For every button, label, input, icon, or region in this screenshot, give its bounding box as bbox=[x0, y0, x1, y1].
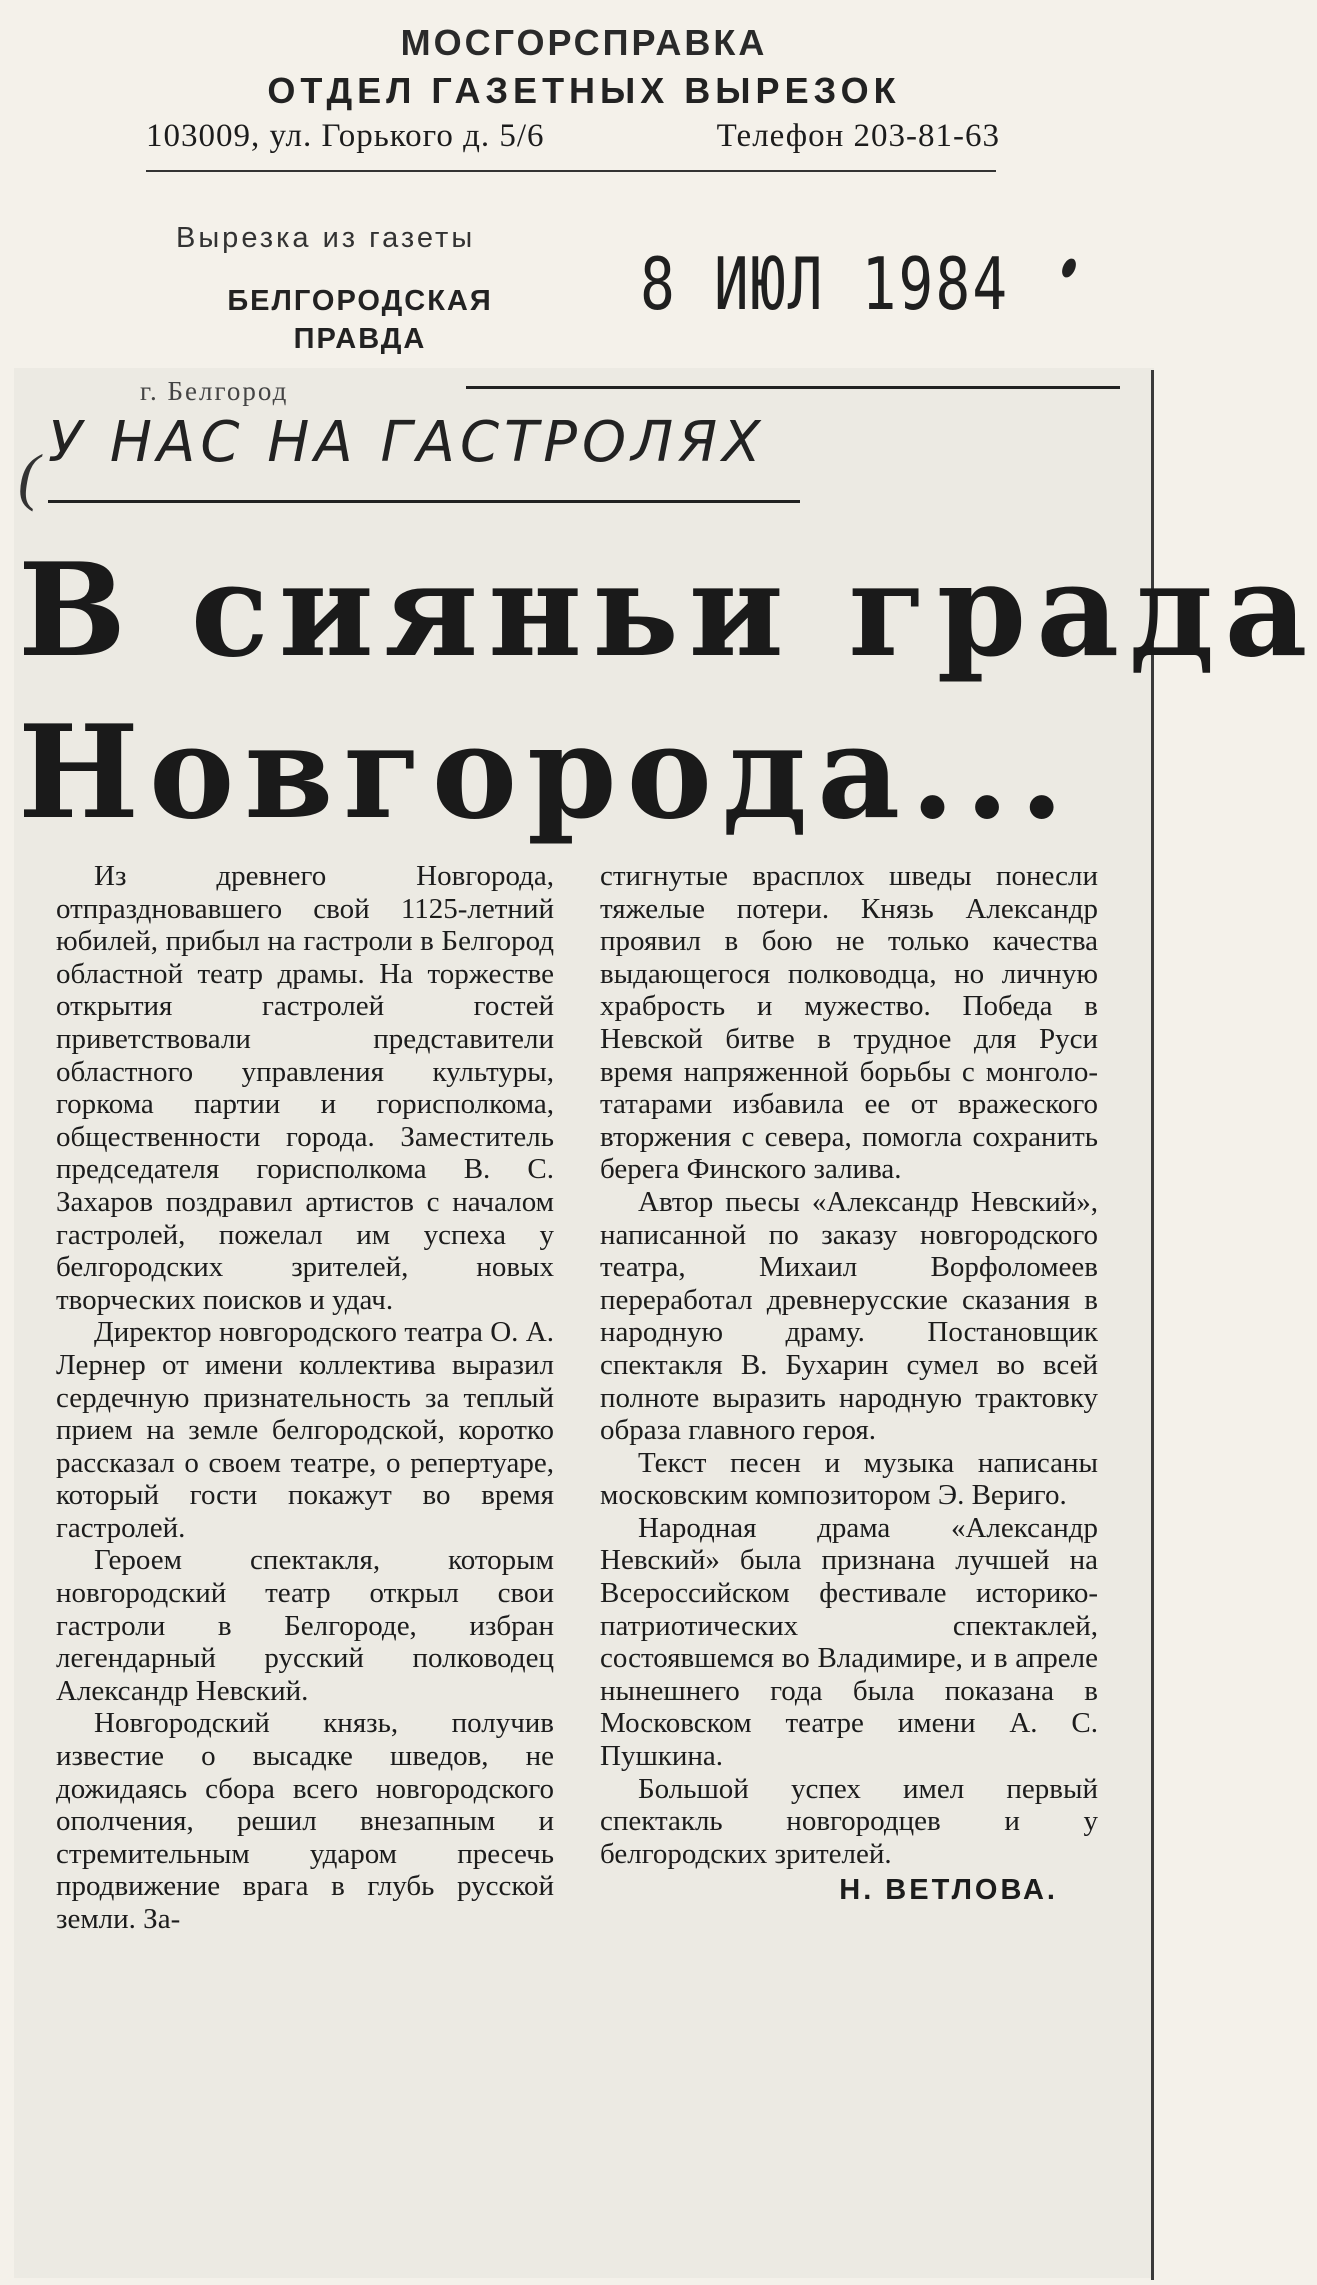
paragraph: Народная драма «Александр Невский» была признана лучшей на Всероссийском фестивале историко-патриотических спектаклей, состоявшемся во Владимире, и в апреле нынешнего года была показана в Московском театре имени А. С. Пушкина. bbox=[600, 1511, 1098, 1773]
bureau-phone: Телефон 203-81-63 bbox=[716, 118, 1000, 154]
article-headline bbox=[18, 530, 1317, 854]
paragraph-continued: стигнутые врасплох шведы понесли тяжелые потери. Князь Александр проявил в бою не только качества выдающегося полководца, но личную храбрость и мужество. Победа в Невской битве в трудное для Руси время напряженной борьбы с монголо-татарами избавила ее от вражеского вторжения с севера, помогла сохранить берега Финского залива. bbox=[600, 860, 1098, 1186]
bureau-department: ОТДЕЛ ГАЗЕТНЫХ ВЫРЕЗОК bbox=[267, 70, 901, 111]
date-stamp: 8 ИЮЛ 1984 bbox=[640, 241, 1010, 327]
bureau-name: МОСГОРСПРАВКА bbox=[400, 22, 768, 63]
header-rule bbox=[146, 170, 996, 172]
paragraph: Из древнего Новгорода, отпраздновавшего свой 1125-летний юбилей, прибыл на гастроли в Белгород областной театр драмы. На торжестве открытия гастролей гостей приветствовали представители областного управления культуры, горкома партии и горисполкома, общественности города. Заместитель председателя горисполкома В. С. Захаров поздравил артистов с началом гастролей, пожелал им успеха у белгородских зрителей, новых творческих поисков и удач. bbox=[56, 860, 554, 1316]
clipping-label: Вырезка из газеты bbox=[176, 222, 476, 254]
rubric-title: У НАС НА ГАСТРОЛЯХ bbox=[48, 410, 766, 475]
bureau-address: 103009, ул. Горького д. 5/6 bbox=[146, 118, 545, 154]
paragraph: Автор пьесы «Александр Невский», написанной по заказу новгородского театра, Михаил Ворфоломеев переработал древнерусские сказания в народную драму. Постановщик спектакля В. Бухарин сумел во всей полноте выразить народную трактовку образа главного героя. bbox=[600, 1185, 1098, 1447]
headline-line-2: Новгорода... bbox=[18, 698, 1074, 848]
author-signature: Н. ВЕТЛОВА. bbox=[839, 1874, 1058, 1907]
rubric-rule bbox=[48, 500, 800, 503]
pencil-mark: ( bbox=[18, 441, 40, 512]
paragraph: Текст песен и музыка написаны московским композитором Э. Вериго. bbox=[600, 1446, 1098, 1512]
paragraph: Героем спектакля, которым новгородский театр открыл свои гастроли в Белгороде, избран легендарный русский полководец Александр Невский. bbox=[56, 1544, 554, 1707]
headline-line-1: В сияньи града bbox=[18, 536, 1317, 686]
bureau-header bbox=[0, 0, 1168, 180]
article-column-right bbox=[600, 860, 1098, 1907]
clipping-top-rule bbox=[466, 386, 1120, 389]
newspaper-name: БЕЛГОРОДСКАЯ ПРАВДА bbox=[227, 285, 493, 355]
article-column-left bbox=[56, 860, 554, 1936]
paragraph: Большой успех имел первый спектакль новгородцев и у белгородских зрителей. bbox=[600, 1772, 1098, 1870]
newspaper-city: г. Белгород bbox=[140, 376, 289, 406]
paragraph: Директор новгородского театра О. А. Лернер от имени коллектива выразил сердечную признательность за теплый прием на земле белгородской, коротко рассказал о своем театре, о репертуаре, который гости покажут во время гастролей. bbox=[56, 1316, 554, 1544]
paragraph: Новгородский князь, получив известие о высадке шведов, не дожидаясь сбора всего новгородского ополчения, решил внезапным и стремительным ударом пресечь продвижение врага в глубь русской земли. За- bbox=[56, 1707, 554, 1935]
stamp-mark bbox=[1059, 256, 1078, 279]
